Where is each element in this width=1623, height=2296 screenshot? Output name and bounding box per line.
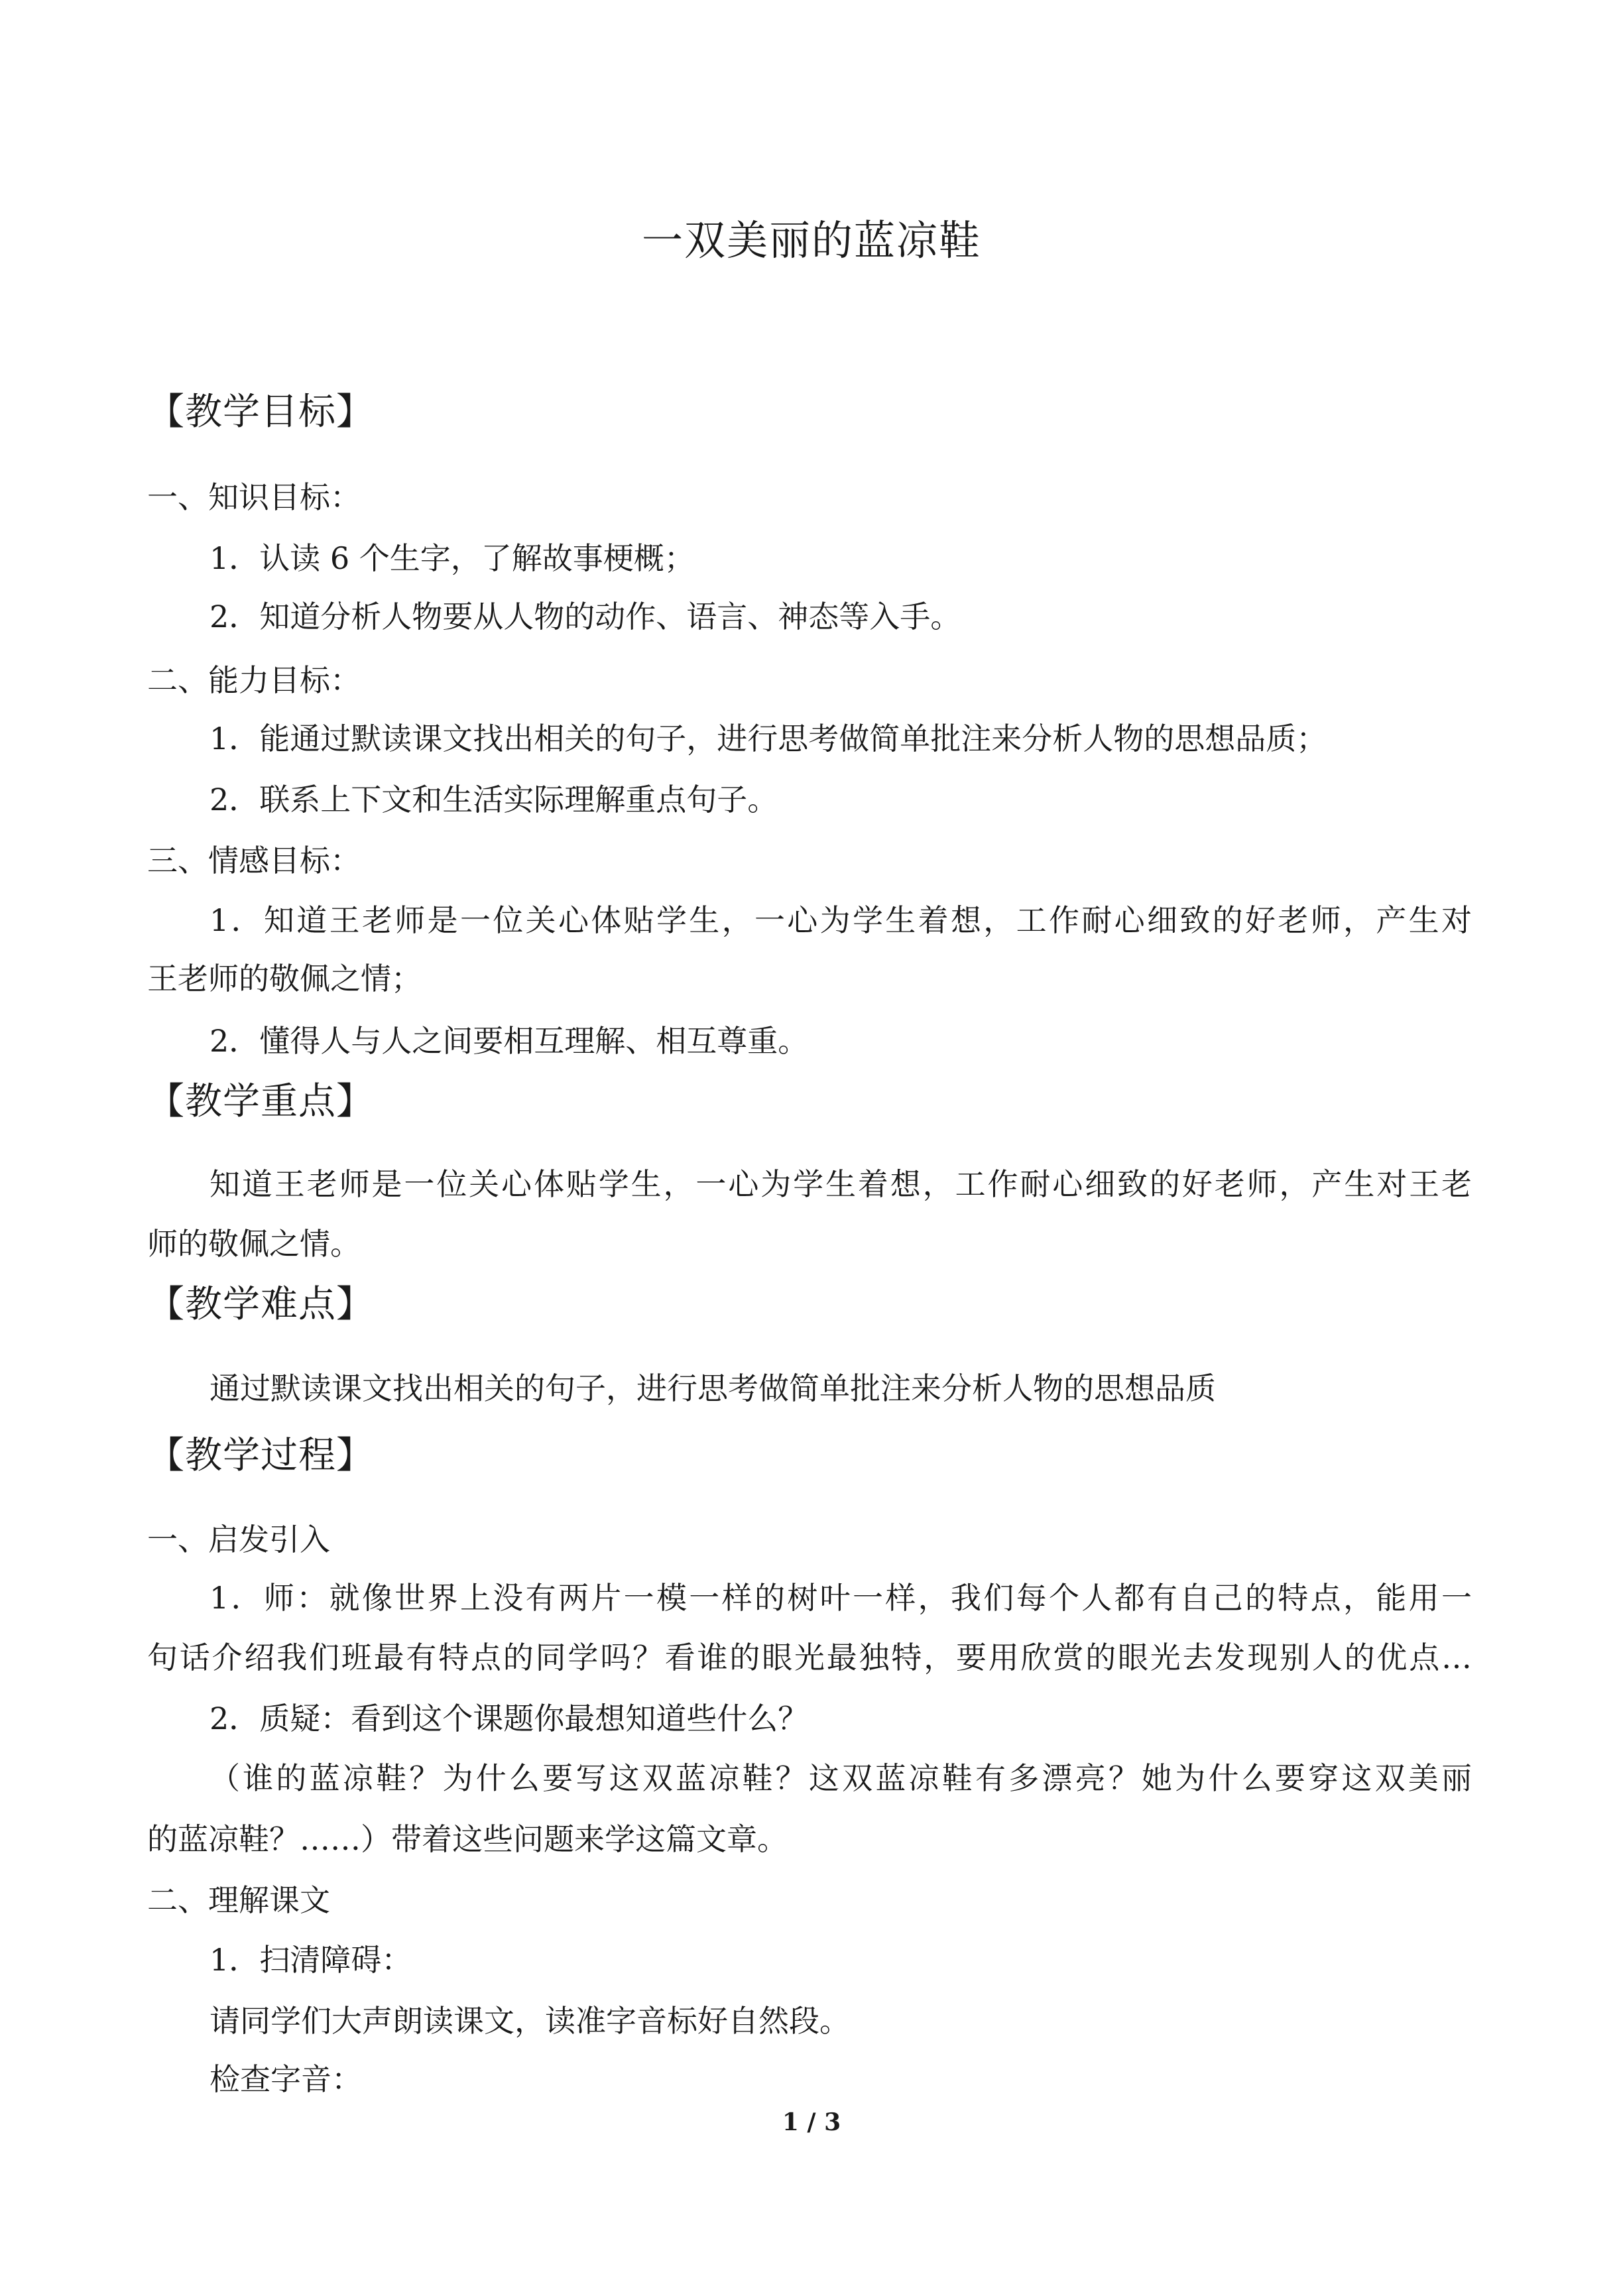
emotion-item-2: 2．懂得人与人之间要相互理解、相互尊重。 (210, 1023, 809, 1059)
ability-item-1: 1．能通过默读课文找出相关的句子，进行思考做简单批注来分析人物的思想品质； (210, 721, 1327, 756)
emotion-label: 三、情感目标： (147, 843, 361, 878)
process-part-2-check: 检查字音： (210, 2061, 362, 2097)
document-title: 一双美丽的蓝凉鞋 (641, 216, 981, 265)
process-part-1-p3-line-1: （谁的蓝凉鞋？为什么要写这双蓝凉鞋？这双蓝凉鞋有多漂亮？她为什么要穿这双美丽 (210, 1760, 1472, 1796)
emotion-item-1-line-2: 王老师的敬佩之情； (147, 961, 422, 997)
process-part-2-step-1: 1．扫清障碍： (210, 1942, 412, 1978)
heading-difficulties: 【教学难点】 (147, 1283, 374, 1326)
process-part-1-label: 一、启发引入 (147, 1522, 330, 1557)
page-number: 1 / 3 (782, 2108, 841, 2136)
process-part-1-p1-line-2: 句话介绍我们班最有特点的同学吗？看谁的眼光最独特，要用欣赏的眼光去发现别人的优点… (147, 1640, 1472, 1675)
process-part-1-p3-line-2: 的蓝凉鞋？……）带着这些问题来学这篇文章。 (147, 1821, 788, 1857)
knowledge-item-2: 2．知道分析人物要从人物的动作、语言、神态等入手。 (210, 599, 961, 634)
process-part-2-instruction: 请同学们大声朗读课文，读准字音标好自然段。 (210, 2003, 850, 2039)
heading-process: 【教学过程】 (147, 1434, 374, 1477)
key-points-line-1: 知道王老师是一位关心体贴学生，一心为学生着想，工作耐心细致的好老师，产生对王老 (210, 1166, 1472, 1202)
knowledge-item-1: 1．认读 6 个生字，了解故事梗概； (210, 540, 695, 576)
ability-item-2: 2．联系上下文和生活实际理解重点句子。 (210, 782, 778, 817)
difficulties-line-1: 通过默读课文找出相关的句子，进行思考做简单批注来分析人物的思想品质 (210, 1370, 1216, 1406)
knowledge-label: 一、知识目标： (147, 479, 361, 515)
process-part-2-label: 二、理解课文 (147, 1882, 330, 1918)
emotion-item-1-line-1: 1．知道王老师是一位关心体贴学生，一心为学生着想，工作耐心细致的好老师，产生对 (210, 902, 1472, 938)
process-part-1-p1-line-1: 1．师：就像世界上没有两片一模一样的树叶一样，我们每个人都有自己的特点，能用一 (210, 1580, 1472, 1616)
process-part-1-p2: 2．质疑：看到这个课题你最想知道些什么？ (210, 1701, 809, 1736)
heading-key-points: 【教学重点】 (147, 1080, 374, 1123)
key-points-line-2: 师的敬佩之情。 (147, 1226, 361, 1262)
heading-objectives: 【教学目标】 (147, 391, 374, 434)
ability-label: 二、能力目标： (147, 662, 361, 698)
